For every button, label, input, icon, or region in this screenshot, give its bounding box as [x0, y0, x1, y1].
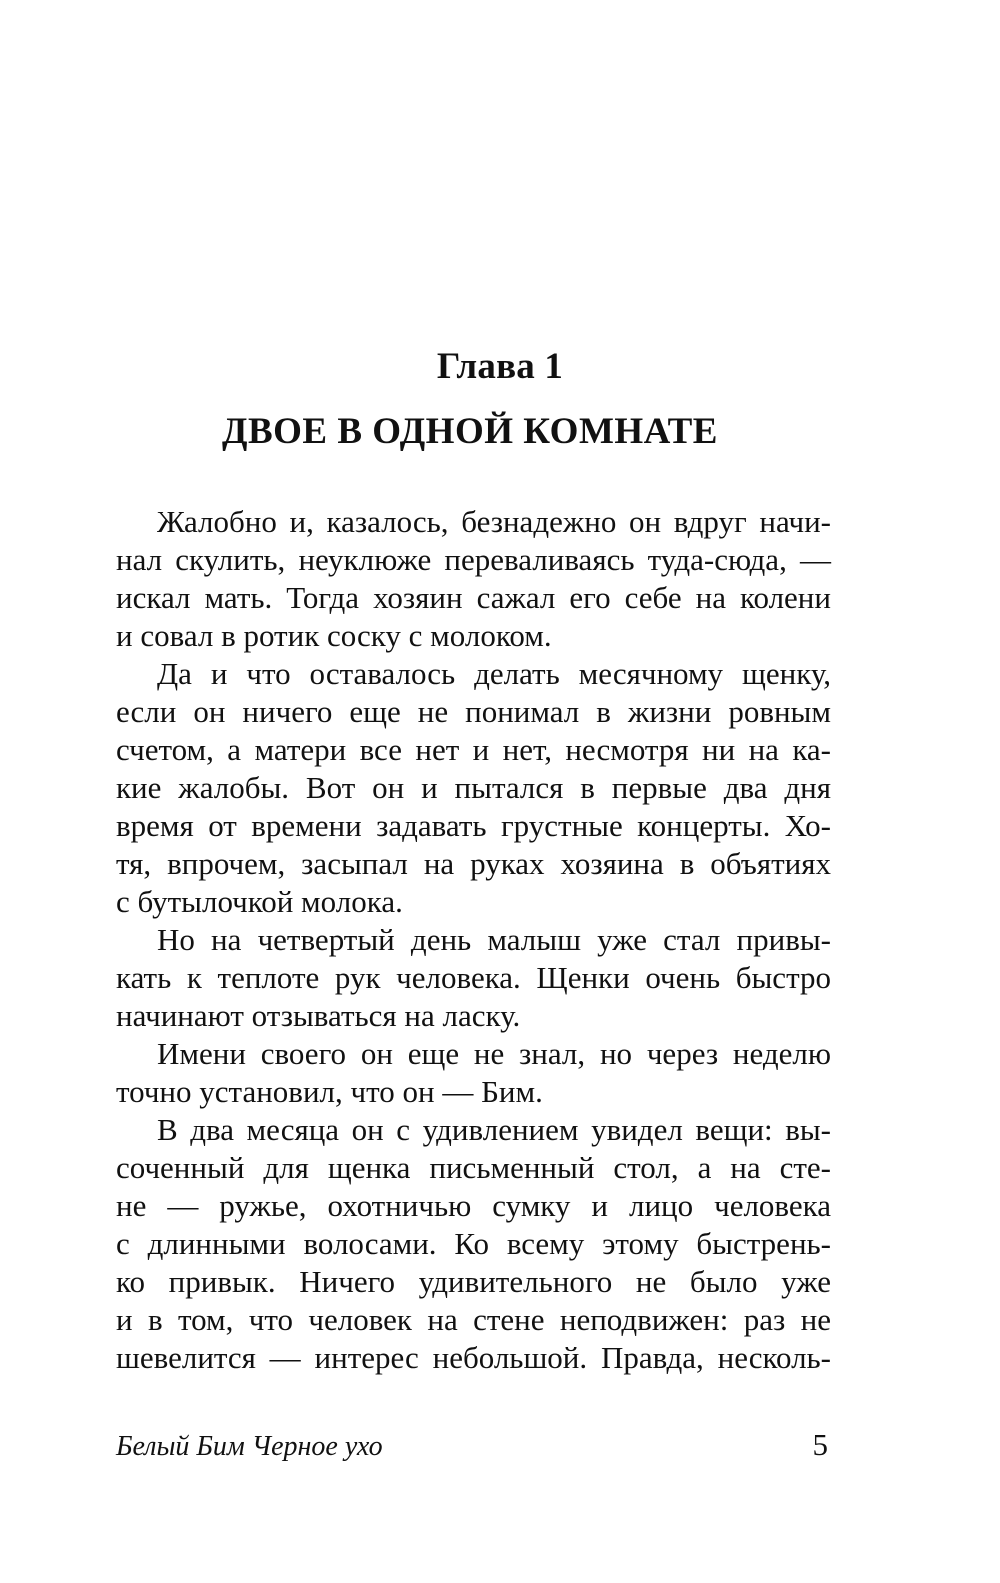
running-footer-title: Белый Бим Черное ухо: [116, 1431, 383, 1462]
text-line: Но на четвертый день малыш уже стал привы-: [157, 922, 831, 957]
text-line: ко привык. Ничего удивительного не было уже: [116, 1264, 831, 1299]
text-line: и в том, что человек на стене неподвижен: раз не: [116, 1302, 831, 1337]
text-line: время от времени задавать грустные концерты. Хо-: [116, 808, 831, 843]
text-line: кать к теплоте рук человека. Щенки очень быстро: [116, 960, 831, 995]
text-line: начинают отзываться на ласку.: [116, 998, 521, 1033]
text-line: кие жалобы. Вот он и пытался в первые два дня: [116, 770, 831, 805]
text-line: если он ничего еще не понимал в жизни ровным: [116, 694, 831, 729]
text-line: не — ружье, охотничью сумку и лицо человека: [116, 1188, 831, 1223]
paragraph-5: [116, 1111, 831, 1377]
text-line: и совал в ротик соску с молоком.: [116, 618, 552, 653]
paragraph-1: [116, 503, 831, 655]
page-number: 5: [812, 1427, 828, 1462]
paragraph-3: [116, 921, 831, 1035]
chapter-title: ДВОЕ В ОДНОЙ КОМНАТЕ: [222, 411, 718, 452]
text-line: Имени своего он еще не знал, но через неделю: [157, 1036, 831, 1071]
text-line: шевелится — интерес небольшой. Правда, несколь-: [116, 1340, 831, 1375]
text-line: нал скулить, неуклюже переваливаясь туда-сюда, —: [116, 542, 831, 577]
chapter-number: Глава 1: [436, 346, 564, 387]
text-line: с бутылочкой молока.: [116, 884, 403, 919]
text-line: точно установил, что он — Бим.: [116, 1074, 543, 1109]
paragraph-4: [116, 1035, 831, 1111]
paragraph-2: [116, 655, 831, 921]
text-line: В два месяца он с удивлением увидел вещи: вы-: [157, 1112, 831, 1147]
chapter-body: [116, 503, 831, 1377]
text-line: Да и что оставалось делать месячному щенку,: [157, 656, 831, 691]
text-line: с длинными волосами. Ко всему этому быстрень-: [116, 1226, 831, 1261]
text-line: соченный для щенка письменный стол, а на сте-: [116, 1150, 831, 1185]
text-line: Жалобно и, казалось, безнадежно он вдруг начи-: [157, 504, 831, 539]
text-line: счетом, а матери все нет и нет, несмотря ни на ка-: [116, 732, 831, 767]
text-line: искал мать. Тогда хозяин сажал его себе на колени: [116, 580, 831, 615]
text-line: тя, впрочем, засыпал на руках хозяина в объятиях: [116, 846, 831, 881]
